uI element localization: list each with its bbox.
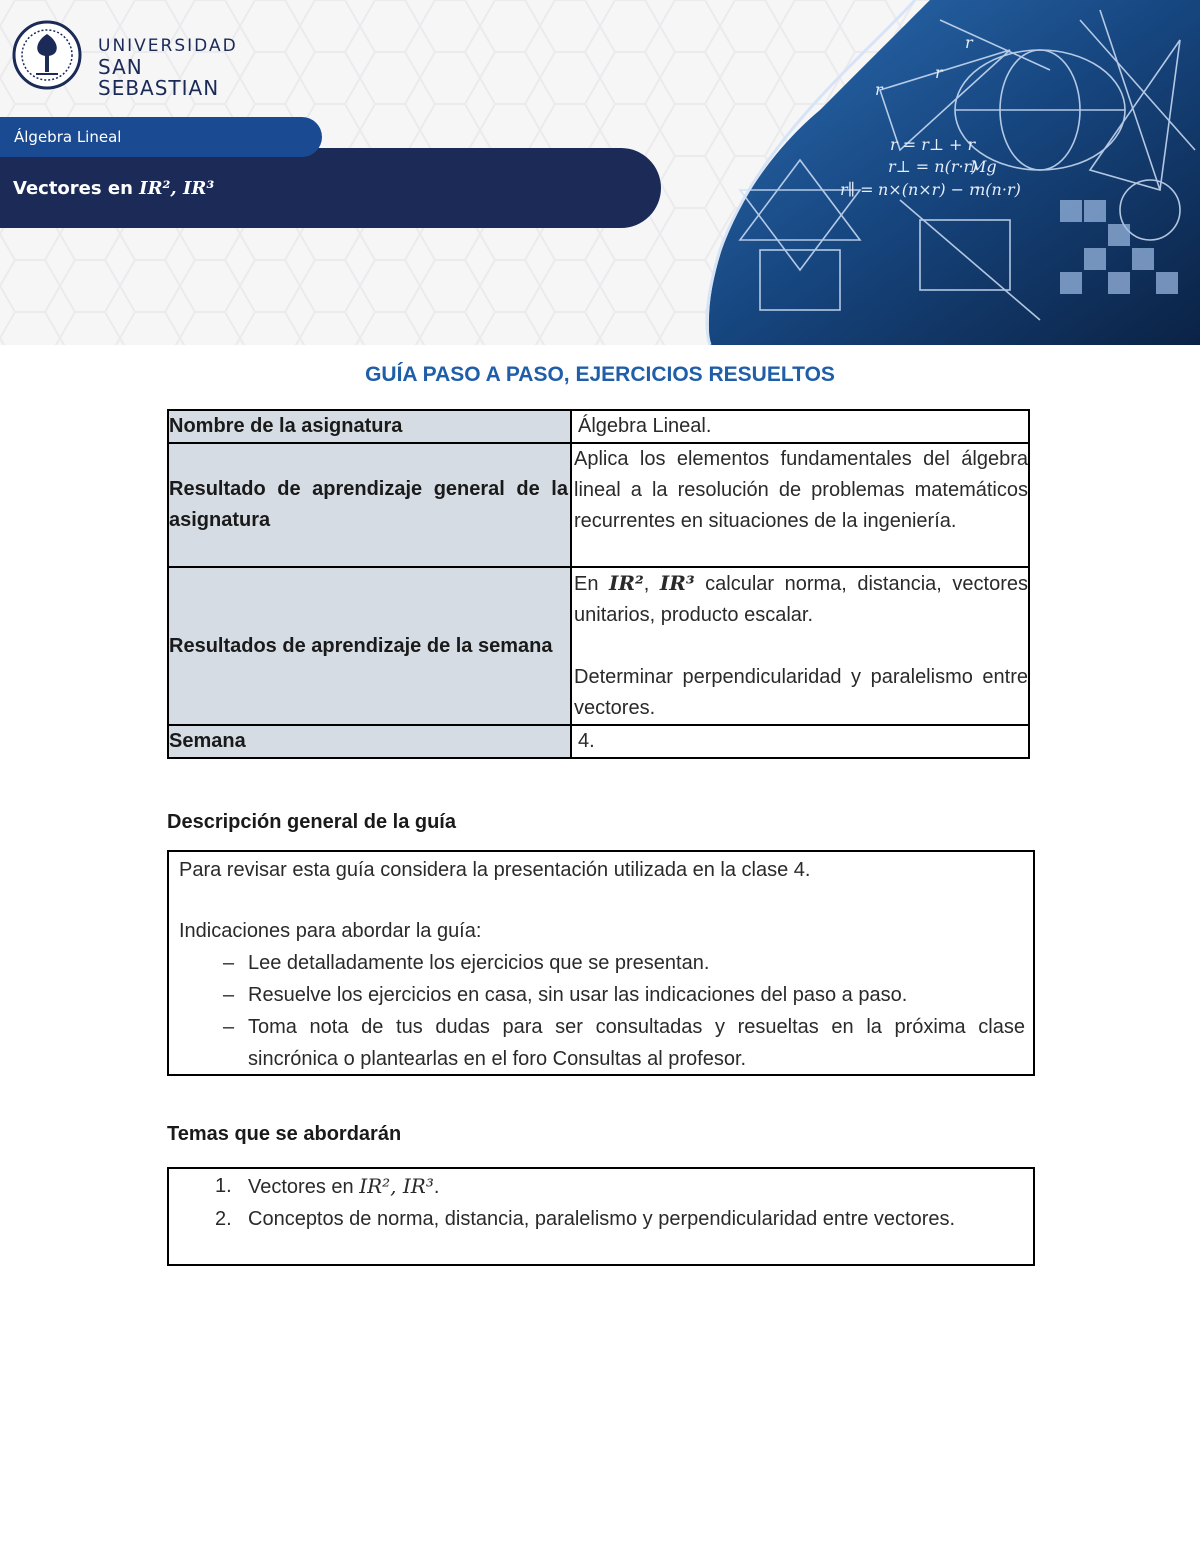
math-ir2: IR² [609, 571, 644, 595]
row-value: Aplica los elementos fundamentales del álgebra lineal a la resolución de problemas matemáticos recurrentes en situaciones de la ingeniería. [571, 443, 1029, 567]
svg-text:r⊥ = n(r·r): r⊥ = n(r·r) [888, 157, 978, 176]
row-key: Nombre de la asignatura [168, 410, 571, 443]
list-item [179, 1203, 1025, 1235]
svg-text:Mg: Mg [970, 157, 997, 176]
bullet-mark: – [223, 952, 235, 974]
svg-text:r = r⊥ + r: r = r⊥ + r [890, 135, 976, 154]
list-item [179, 979, 1025, 1011]
description-box [167, 850, 1035, 1076]
description-heading: Descripción general de la guía [167, 811, 456, 833]
list-number: 1. [215, 1175, 232, 1197]
weekly-outcome-2: Determinar perpendicularidad y paralelismo entre vectores. [574, 666, 1028, 719]
table-row [168, 410, 1029, 443]
subject-label: Álgebra Lineal [14, 128, 122, 146]
subject-band [0, 117, 322, 157]
indications-title: Indicaciones para abordar la guía: [179, 920, 482, 942]
logo-line-1: UNIVERSIDAD [98, 36, 238, 56]
svg-text:r: r [965, 33, 973, 52]
row-value: 4. [571, 725, 1029, 758]
text-separator: , [643, 573, 660, 595]
svg-text:r: r [935, 63, 943, 82]
course-info-table [167, 409, 1030, 759]
list-item-text: Lee detalladamente los ejercicios que se presentan. [248, 952, 710, 974]
row-key: Resultados de aprendizaje de la semana [168, 567, 571, 725]
table-row [168, 725, 1029, 758]
topics-box [167, 1167, 1035, 1266]
page-heading [13, 178, 214, 199]
table-row [168, 567, 1029, 725]
university-seal-icon [12, 20, 82, 90]
list-item-text: Toma nota de tus dudas para ser consultadas y resueltas en la próxima clase sincrónica o plantearlas en el foro Consultas al profesor. [248, 1016, 1025, 1070]
svg-text:r∥ =: r∥ = [840, 180, 874, 199]
svg-text:n(n·r): n(n·r) [975, 180, 1021, 199]
indications-list [179, 947, 1025, 1075]
bullet-mark: – [223, 984, 235, 1006]
text-rest: calcular norma, distancia, vectores unitarios, producto escalar. [574, 573, 1028, 626]
title-band [0, 148, 661, 228]
row-key: Resultado de aprendizaje general de la asignatura [168, 443, 571, 567]
bullet-mark: – [223, 1016, 235, 1038]
page-header [0, 0, 1200, 345]
topic-prefix: Vectores en [248, 1176, 360, 1198]
list-item [179, 947, 1025, 979]
heading-math: IR², IR³ [139, 178, 215, 199]
topic-math: IR², IR³ [359, 1174, 434, 1198]
row-key: Semana [168, 725, 571, 758]
list-item-text: Resuelve los ejercicios en casa, sin usar las indicaciones del paso a paso. [248, 984, 908, 1006]
logo-line-2: SAN SEBASTIAN [98, 55, 220, 100]
list-item [179, 1170, 1025, 1203]
weekly-outcome-1 [574, 568, 1028, 631]
topic-suffix: . [433, 1176, 440, 1198]
svg-text:n×(n×r) − r: n×(n×r) − r [878, 180, 977, 199]
list-item-text: Conceptos de norma, distancia, paralelismo y perpendicularidad entre vectores. [248, 1208, 956, 1230]
heading-prefix: Vectores en [13, 178, 140, 199]
topics-heading: Temas que se abordarán [167, 1123, 402, 1145]
description-intro: Para revisar esta guía considera la presentación utilizada en la clase 4. [179, 859, 811, 881]
university-logo [12, 20, 252, 100]
row-value [571, 567, 1029, 725]
topics-list [169, 1169, 1033, 1235]
text-prefix: En [574, 573, 609, 595]
math-ir3: IR³ [659, 571, 695, 595]
list-number: 2. [215, 1208, 232, 1230]
document-title: GUÍA PASO A PASO, EJERCICIOS RESUELTOS [365, 363, 835, 386]
table-row [168, 443, 1029, 567]
row-value: Álgebra Lineal. [571, 410, 1029, 443]
list-item [179, 1011, 1025, 1075]
svg-text:r: r [875, 80, 883, 99]
